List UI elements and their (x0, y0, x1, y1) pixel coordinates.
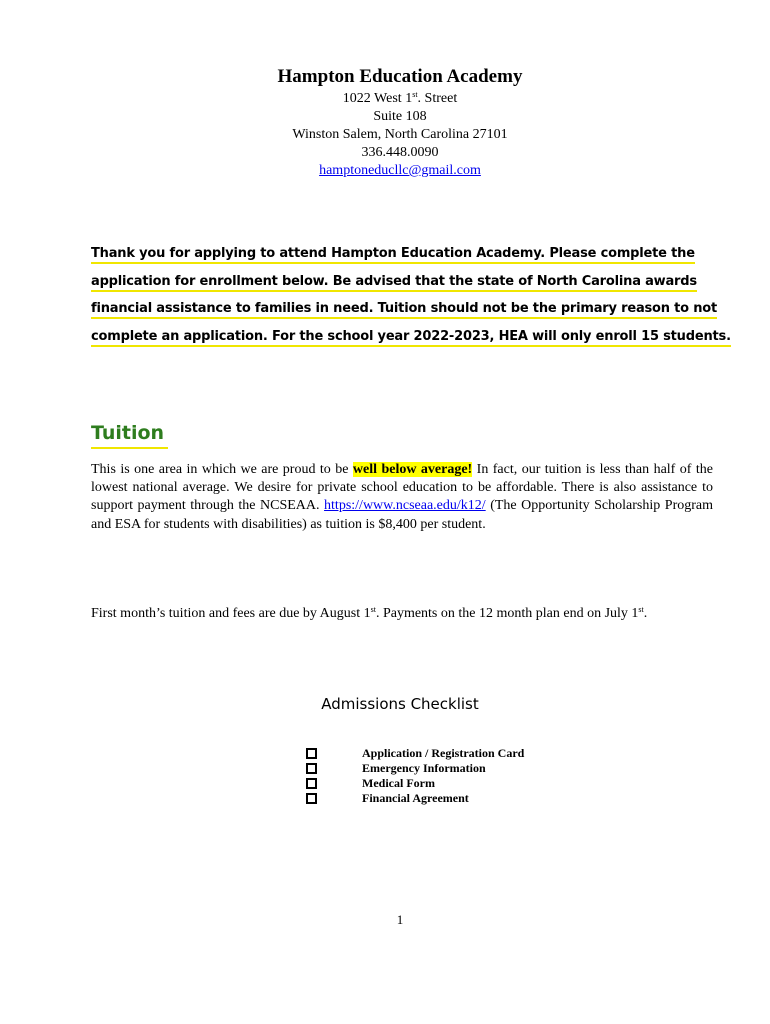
tuition-text-before: This is one area in which we are proud to be (91, 462, 353, 477)
intro-line: financial assistance to families in need. Tuition should not be the primary reason to not (91, 301, 717, 319)
intro-line: complete an application. For the school year 2022-2023, HEA will only enroll 15 students. (91, 329, 731, 347)
due-text-3: . (643, 606, 648, 621)
address-superscript: st (412, 90, 418, 99)
address-rest: . Street (417, 91, 458, 106)
due-text-2: . Payments on the 12 month plan end on July 1 (375, 606, 639, 621)
intro-paragraph (91, 240, 731, 350)
phone-number: 336.448.0090 (361, 145, 439, 160)
checklist-title: Admissions Checklist (321, 695, 479, 713)
admissions-checklist (306, 746, 524, 806)
checklist-item (306, 776, 524, 791)
page-number: 1 (396, 912, 404, 927)
checklist-item (306, 746, 524, 761)
tuition-paragraph (91, 461, 713, 534)
checklist-item (306, 761, 524, 776)
checklist-item-label: Emergency Information (362, 761, 486, 775)
checkbox-icon[interactable] (306, 793, 317, 804)
tuition-text-middle: In fact, our tuition is less than half of the lowest national average. We desire for private school education to be affordable. There is also assistance to support payment through the NCSEAA. (91, 462, 713, 514)
suite: Suite 108 (373, 109, 427, 124)
highlighted-phrase: well below average! (352, 462, 473, 477)
org-name: Hampton Education Academy (277, 66, 523, 87)
checkbox-icon[interactable] (306, 778, 317, 789)
checkbox-icon[interactable] (306, 748, 317, 759)
tuition-text-after: (The Opportunity Scholarship Program and ESA for students with disabilities) as tuition is $8,400 per student. (91, 498, 713, 532)
intro-line: Thank you for applying to attend Hampton Education Academy. Please complete the (91, 246, 695, 264)
city-state-zip: Winston Salem, North Carolina 27101 (292, 127, 508, 142)
address-number: 1022 West 1 (342, 91, 413, 106)
checklist-item-label: Application / Registration Card (362, 746, 525, 760)
due-sup-1: st (370, 605, 376, 614)
email-link[interactable]: hamptoneducllc@gmail.com (319, 163, 481, 178)
street-address (0, 90, 770, 108)
checkbox-icon[interactable] (306, 763, 317, 774)
intro-line: application for enrollment below. Be advised that the state of North Carolina awards (91, 274, 697, 292)
tuition-heading: Tuition (91, 419, 168, 449)
due-sup-2: st (638, 605, 644, 614)
checklist-item-label: Financial Agreement (362, 791, 469, 805)
letterhead (0, 64, 770, 180)
checklist-item (306, 791, 524, 806)
checklist-item-label: Medical Form (362, 776, 435, 790)
payment-due-note (91, 605, 731, 623)
ncseaa-link[interactable]: https://www.ncseaa.edu/k12/ (324, 498, 486, 514)
due-text-1: First month’s tuition and fees are due by August 1 (91, 606, 371, 621)
